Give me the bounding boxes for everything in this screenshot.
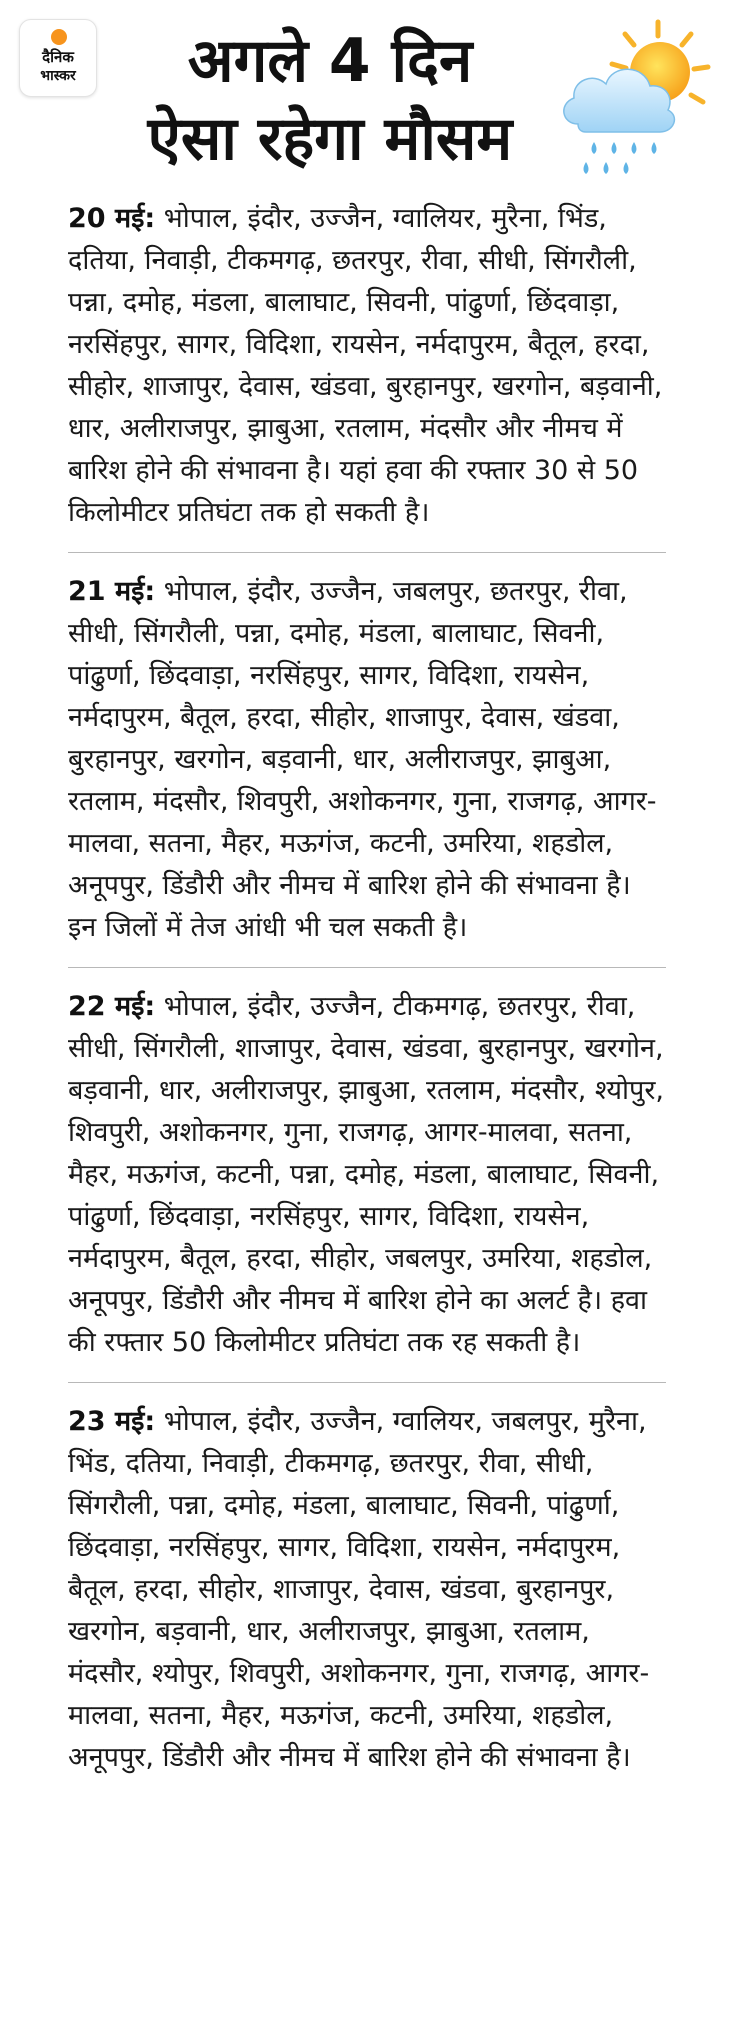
forecast-list [68,198,666,1797]
forecast-paragraph [68,571,666,949]
forecast-date: 20 मई: [68,203,156,234]
forecast-text: भोपाल, इंदौर, उज्जैन, ग्वालियर, मुरैना, भिंड, दतिया, निवाड़ी, टीकमगढ़, छतरपुर, रीवा, सीधी, सिंगरौली, पन्ना, दमोह, मंडला, बालाघाट, सिवनी, पांढुर्णा, छिंदवाड़ा, नरसिंहपुर, सागर, विदिशा, रायसेन, नर्मदापुरम, बैतूल, हरदा, सीहोर, शाजापुर, देवास, खंडवा, बुरहानपुर, खरगोन, बड़वानी, धार, अलीराजपुर, झाबुआ, रतलाम, मंदसौर और नीमच में बारिश होने की संभावना है। यहां हवा की रफ्तार 30 से 50 किलोमीटर प्रतिघंटा तक हो सकती है। [68,203,663,528]
sun-cloud-rain-icon [548,12,718,182]
forecast-entry-22-may [68,986,666,1383]
forecast-date: 23 मई: [68,1406,156,1437]
forecast-text: भोपाल, इंदौर, उज्जैन, जबलपुर, छतरपुर, रीवा, सीधी, सिंगरौली, पन्ना, दमोह, मंडला, बालाघाट, सिवनी, पांढुर्णा, छिंदवाड़ा, नरसिंहपुर, सागर, विदिशा, रायसेन, नर्मदापुरम, बैतूल, हरदा, सीहोर, शाजापुर, देवास, खंडवा, बुरहानपुर, खरगोन, बड़वानी, धार, अलीराजपुर, झाबुआ, रतलाम, मंदसौर, शिवपुरी, अशोकनगर, गुना, राजगढ़, आगर-मालवा, सतना, मैहर, मऊगंज, कटनी, उमरिया, शहडोल, अनूपपुर, डिंडौरी और नीमच में बारिश होने की संभावना है। इन जिलों में तेज आंधी भी चल सकती है। [68,576,657,943]
logo-text-line2: भास्कर [40,68,76,84]
dainik-bhaskar-logo [19,19,97,97]
headline-line1: अगले 4 दिन [187,26,473,96]
logo-text-line1: दैनिक [42,48,74,66]
forecast-paragraph [68,986,666,1364]
forecast-paragraph [68,198,666,534]
forecast-entry-23-may [68,1401,666,1797]
forecast-entry-21-may [68,571,666,968]
header [0,0,730,190]
headline-line2: ऐसा रहेगा मौसम [147,104,513,174]
forecast-date: 21 मई: [68,576,156,607]
forecast-paragraph [68,1401,666,1779]
logo-sun-dot-icon [51,29,67,45]
forecast-text: भोपाल, इंदौर, उज्जैन, टीकमगढ़, छतरपुर, रीवा, सीधी, सिंगरौली, शाजापुर, देवास, खंडवा, बुरहानपुर, खरगोन, बड़वानी, धार, अलीराजपुर, झाबुआ, रतलाम, मंदसौर, श्योपुर, शिवपुरी, अशोकनगर, गुना, राजगढ़, आगर-मालवा, सतना, मैहर, मऊगंज, कटनी, पन्ना, दमोह, मंडला, बालाघाट, सिवनी, पांढुर्णा, छिंदवाड़ा, नरसिंहपुर, सागर, विदिशा, रायसेन, नर्मदापुरम, बैतूल, हरदा, सीहोर, जबलपुर, उमरिया, शहडोल, अनूपपुर, डिंडौरी और नीमच में बारिश होने का अलर्ट है। हवा की रफ्तार 50 किलोमीटर प्रतिघंटा तक रह सकती है। [68,991,665,1358]
forecast-entry-20-may [68,198,666,553]
forecast-date: 22 मई: [68,991,156,1022]
forecast-text: भोपाल, इंदौर, उज्जैन, ग्वालियर, जबलपुर, मुरैना, भिंड, दतिया, निवाड़ी, टीकमगढ़, छतरपुर, रीवा, सीधी, सिंगरौली, पन्ना, दमोह, मंडला, बालाघाट, सिवनी, पांढुर्णा, छिंदवाड़ा, नरसिंहपुर, सागर, विदिशा, रायसेन, नर्मदापुरम, बैतूल, हरदा, सीहोर, शाजापुर, देवास, खंडवा, बुरहानपुर, खरगोन, बड़वानी, धार, अलीराजपुर, झाबुआ, रतलाम, मंदसौर, श्योपुर, शिवपुरी, अशोकनगर, गुना, राजगढ़, आगर-मालवा, सतना, मैहर, मऊगंज, कटनी, उमरिया, शहडोल, अनूपपुर, डिंडौरी और नीमच में बारिश होने की संभावना है। [68,1406,650,1773]
